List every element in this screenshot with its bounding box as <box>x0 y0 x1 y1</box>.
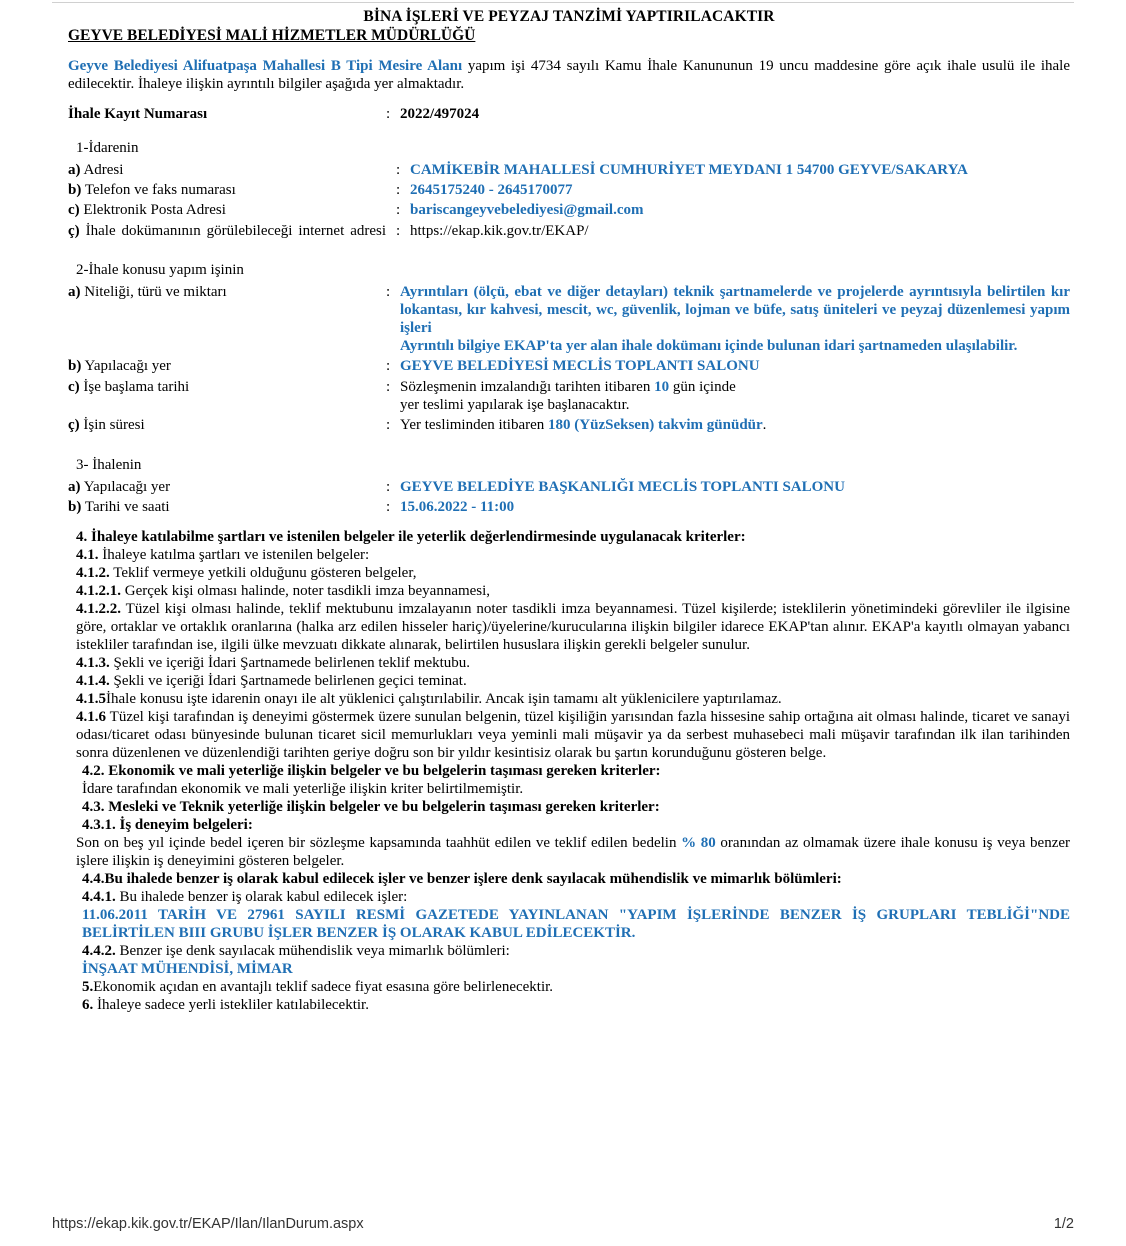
item-text: Bu ihalede benzer iş olarak kabul edilecek işler: <box>115 889 408 906</box>
isin-suresi-value <box>400 415 1070 435</box>
item-number: 6. <box>82 997 94 1014</box>
isin-suresi-label <box>68 415 386 435</box>
section-4-heading: 4. İhaleye katılabilme şartları ve istenilen belgeler ile yeterlik değerlendirmesinde uygulanacak kriterler: <box>76 529 746 546</box>
intro-rest: yapım işi 4734 sayılı Kamu İhale Kanununun 19 uncu maddesine göre açık ihale usulü ile ihale edilecektir. İhaleye ilişkin ayrıntılı bilgiler aşağıda yer almaktadır. <box>68 58 1070 93</box>
item-4-1-4 <box>68 672 1070 690</box>
table-row <box>68 160 1070 180</box>
nitelik-label <box>68 282 386 356</box>
muhendislik-bolumleri: İNŞAAT MÜHENDİSİ, MİMAR <box>82 961 293 978</box>
footer-url: https://ekap.kik.gov.tr/EKAP/Ilan/IlanDurum.aspx <box>52 1216 364 1232</box>
section-2-heading: 2-İhale konusu yapım işinin <box>76 262 244 279</box>
ihale-tarih-label <box>68 497 386 517</box>
document-content <box>68 8 1070 1014</box>
intro-paragraph <box>68 57 1070 94</box>
registration-table <box>68 104 1070 124</box>
section-4-4-heading: 4.4.Bu ihalede benzer iş olarak kabul edilecek işler ve benzer işlere denk sayılacak mühendislik ve mimarlık bölümleri: <box>82 871 842 888</box>
row-key: b) <box>68 498 82 515</box>
nitelik-text-2: Ayrıntılı bilgiye EKAP'ta yer alan ihale dokümanı içinde bulunan idari şartnameden ulaşılabilir. <box>400 338 1018 355</box>
row-colon: : <box>396 161 401 178</box>
section-3-table <box>68 477 1070 518</box>
item-number: 4.1.6 <box>76 709 106 726</box>
table-row <box>68 356 1070 376</box>
table-row <box>68 221 1070 241</box>
page-footer <box>52 1216 1074 1232</box>
row-key: c) <box>68 202 80 219</box>
row-key: a) <box>68 161 81 178</box>
item-4-1-6 <box>68 708 1070 762</box>
item-4-1-5 <box>68 690 1070 708</box>
row-key: ç) <box>68 222 80 239</box>
document-title: BİNA İŞLERİ VE PEYZAJ TANZİMİ YAPTIRILACAKTIR <box>363 8 775 25</box>
item-4-1-2 <box>68 564 1070 582</box>
table-row <box>68 200 1070 220</box>
row-colon: : <box>386 358 391 375</box>
row-label: İşin süresi <box>83 417 145 434</box>
table-row <box>68 180 1070 200</box>
section-4-3-1-heading: 4.3.1. İş deneyim belgeleri: <box>82 817 253 834</box>
eposta-label <box>68 200 396 220</box>
item-number: 4.4.1. <box>82 889 116 906</box>
isin-suresi-pre: Yer tesliminden itibaren <box>400 417 549 434</box>
row-key: b) <box>68 358 82 375</box>
row-key: c) <box>68 378 80 395</box>
table-row <box>68 282 1070 356</box>
item-text: İhale konusu işte idarenin onayı ile alt yüklenici çalıştırılabilir. Ancak işin tamamı alt yüklenicilere yaptırılamaz. <box>106 691 782 708</box>
section-2-table <box>68 282 1070 435</box>
row-label: Elektronik Posta Adresi <box>83 202 226 219</box>
item-number: 4.1.4. <box>76 673 110 690</box>
ise-baslama-gun: 10 <box>654 378 670 395</box>
item-text: Teklif vermeye yetkili olduğunu gösteren belgeler, <box>109 565 417 582</box>
yapilacak-yer-label <box>68 356 386 376</box>
section-1-table <box>68 160 1070 241</box>
row-label: Yapılacağı yer <box>84 358 171 375</box>
table-row <box>68 497 1070 517</box>
nitelik-value <box>400 282 1070 356</box>
section-6 <box>68 996 1070 1014</box>
row-key: a) <box>68 478 81 495</box>
row-colon: : <box>386 498 391 515</box>
row-label: Telefon ve faks numarası <box>84 182 236 199</box>
item-4-1-2-1 <box>68 582 1070 600</box>
telefon-faks-value: 2645175240 - 2645170077 <box>410 182 573 199</box>
section-4-3-1-text <box>68 834 1070 870</box>
row-label: İşe başlama tarihi <box>83 378 190 395</box>
section-5 <box>68 978 1070 996</box>
ise-baslama-label <box>68 377 386 416</box>
item-number: 4.4.2. <box>82 943 116 960</box>
idare-adresi-value: CAMİKEBİR MAHALLESİ CUMHURİYET MEYDANI 1 54700 GEYVE/SAKARYA <box>410 161 968 178</box>
organization-title: GEYVE BELEDİYESİ MALİ HİZMETLER MÜDÜRLÜĞÜ <box>68 27 476 44</box>
section-4-4-1 <box>68 888 1070 906</box>
section-4-4-2 <box>68 942 1070 960</box>
section-1-heading: 1-İdarenin <box>76 139 139 156</box>
is-deneyim-post: oranından az olmamak üzere ihale konusu iş veya benzer işlere ilişkin iş deneyimini gösteren belgeler. <box>76 835 1071 870</box>
isin-suresi-gun: 180 (YüzSeksen) takvim günüdür <box>548 417 763 434</box>
intro-highlight: Geyve Belediyesi Alifuatpaşa Mahallesi B Tipi Mesire Alanı <box>68 58 463 74</box>
item-text: Şekli ve içeriği İdari Şartnamede belirlenen geçici teminat. <box>109 673 467 690</box>
ise-baslama-line2: yer teslimi yapılarak işe başlanacaktır. <box>400 396 630 413</box>
section-4-2-text: İdare tarafından ekonomik ve mali yeterliğe ilişkin kriter belirtilmemiştir. <box>82 781 524 798</box>
section-4-block <box>68 528 1070 1014</box>
item-number: 4.1. <box>76 547 99 564</box>
section-4-2-heading: 4.2. Ekonomik ve mali yeterliğe ilişkin belgeler ve bu belgelerin taşıması gereken kriterler: <box>82 763 661 780</box>
row-colon: : <box>386 284 391 301</box>
is-deneyim-oran: % 80 <box>681 835 716 852</box>
row-colon: : <box>396 202 401 219</box>
ise-baslama-pre: Sözleşmenin imzalandığı tarihten itibaren <box>400 378 655 395</box>
item-text: Ekonomik açıdan en avantajlı teklif sadece fiyat esasına göre belirlenecektir. <box>93 979 554 996</box>
registration-value: 2022/497024 <box>400 105 480 122</box>
ekap-adres-value[interactable]: https://ekap.kik.gov.tr/EKAP/ <box>410 222 589 239</box>
row-label: Adresi <box>83 161 124 178</box>
yapilacak-yer-value: GEYVE BELEDİYESİ MECLİS TOPLANTI SALONU <box>400 358 760 375</box>
item-number: 4.1.2.2. <box>76 601 121 618</box>
idare-adresi-label <box>68 160 396 180</box>
ihale-tarih-value: 15.06.2022 - 11:00 <box>400 498 515 515</box>
item-4-1-2-2 <box>68 600 1070 654</box>
item-number: 4.1.5 <box>76 691 106 708</box>
row-colon: : <box>396 222 401 239</box>
row-colon: : <box>386 378 391 395</box>
table-row <box>68 415 1070 435</box>
section-3-heading: 3- İhalenin <box>76 456 142 473</box>
row-label: Yapılacağı yer <box>83 478 171 495</box>
row-colon: : <box>396 182 401 199</box>
row-colon: : <box>386 478 391 495</box>
item-number: 4.1.2. <box>76 565 110 582</box>
registration-label: İhale Kayıt Numarası <box>68 105 208 122</box>
row-key: b) <box>68 182 82 199</box>
row-label: Niteliği, türü ve miktarı <box>84 284 227 301</box>
item-number: 4.1.2.1. <box>76 583 121 600</box>
item-4-1-3 <box>68 654 1070 672</box>
table-row <box>68 104 1070 124</box>
row-label: İhale dokümanının görülebileceği internet adresi <box>85 222 387 239</box>
row-key: a) <box>68 284 81 301</box>
item-text: Tüzel kişi tarafından iş deneyimi göstermek üzere sunulan belgenin, tüzel kişiliğin yarısından fazla hissesine sahip ortağına ait olması halinde, ticaret ve sanayi odası/ticaret odası bünyesinde bulunan ticaret sicil memurlukları veya yeminli mali müşavir ya da serbest muhasebeci mali müşavir tarafından ilk ilan tarihinden sonra düzenlenen ve düzenlendiği tarihten geriye doğru son bir yıldır kesintisiz olarak bu şartın korunduğunu gösteren belge. <box>76 709 1070 762</box>
item-text: Gerçek kişi olması halinde, noter tasdikli imza beyannamesi, <box>121 583 491 600</box>
ihale-yer-label <box>68 477 386 497</box>
item-number: 5. <box>82 979 94 996</box>
item-number: 4.1.3. <box>76 655 110 672</box>
ise-baslama-value <box>400 377 1070 416</box>
item-text: Şekli ve içeriği İdari Şartnamede belirlenen teklif mektubu. <box>109 655 471 672</box>
nitelik-text: Ayrıntıları (ölçü, ebat ve diğer detayları) teknik şartnamelerde ve projelerde ayrıntısıyla belirtilen kır lokantası, kır kahvesi, mescit, wc, güvenlik, lojman ve büfe, satış üniteleri ve peyzaj düzenlemesi yapım işleri <box>400 284 1070 337</box>
benzer-is-blue-text: 11.06.2011 TARİH VE 27961 SAYILI RESMİ GAZETEDE YAYINLANAN "YAPIM İŞLERİNDE BENZER İŞ GRUPLARI TEBLİĞİ"NDE BELİRTİLEN BIII GRUBU İŞLER BENZER İŞ OLARAK KABUL EDİLECEKTİR. <box>82 907 1070 942</box>
row-key: ç) <box>68 417 80 434</box>
is-deneyim-pre: Son on beş yıl içinde bedel içeren bir sözleşme kapsamında taahhüt edilen ve teklif edilen bedelin <box>76 835 682 852</box>
section-4-3-heading: 4.3. Mesleki ve Teknik yeterliğe ilişkin belgeler ve bu belgelerin taşıması gereken kriterler: <box>82 799 660 816</box>
ihale-yer-value: GEYVE BELEDİYE BAŞKANLIĞI MECLİS TOPLANTI SALONU <box>400 478 845 495</box>
table-row <box>68 477 1070 497</box>
item-text: İhaleye sadece yerli istekliler katılabilecektir. <box>93 997 369 1014</box>
eposta-value[interactable]: bariscangeyvebelediyesi@gmail.com <box>410 202 644 219</box>
item-text: Tüzel kişi olması halinde, teklif mektubunu imzalayanın noter tasdikli imza beyannamesi. Tüzel kişilerde; isteklilerin yönetimindeki görevliler ile ilgisine göre, ortaklar ve ortaklık oranlarına (halka arz edilen hisseler hariç)/üyelerine/kurucularına ilişkin bilgiler idarece EKAP'tan alınır. EKAP'a kayıtlı olmayan yabancı istekliler tarafından ise, ilgili ülke mevzuatı dikkate alınarak, belirtilen hususlara ilişkin gerekli belgeler sunulur. <box>76 601 1070 654</box>
row-colon: : <box>386 417 391 434</box>
registration-colon: : <box>386 105 391 122</box>
item-text: Benzer işe denk sayılacak mühendislik veya mimarlık bölümleri: <box>115 943 510 960</box>
telefon-faks-label <box>68 180 396 200</box>
table-row <box>68 377 1070 416</box>
page-top-divider <box>52 2 1074 3</box>
footer-page-number: 1/2 <box>1053 1216 1074 1232</box>
item-4-1 <box>68 546 1070 564</box>
ekap-adres-label <box>68 221 396 241</box>
ise-baslama-post: gün içinde <box>669 378 736 395</box>
item-text: İhaleye katılma şartları ve istenilen belgeler: <box>98 547 370 564</box>
row-label: Tarihi ve saati <box>84 498 170 515</box>
isin-suresi-post: . <box>762 417 767 434</box>
